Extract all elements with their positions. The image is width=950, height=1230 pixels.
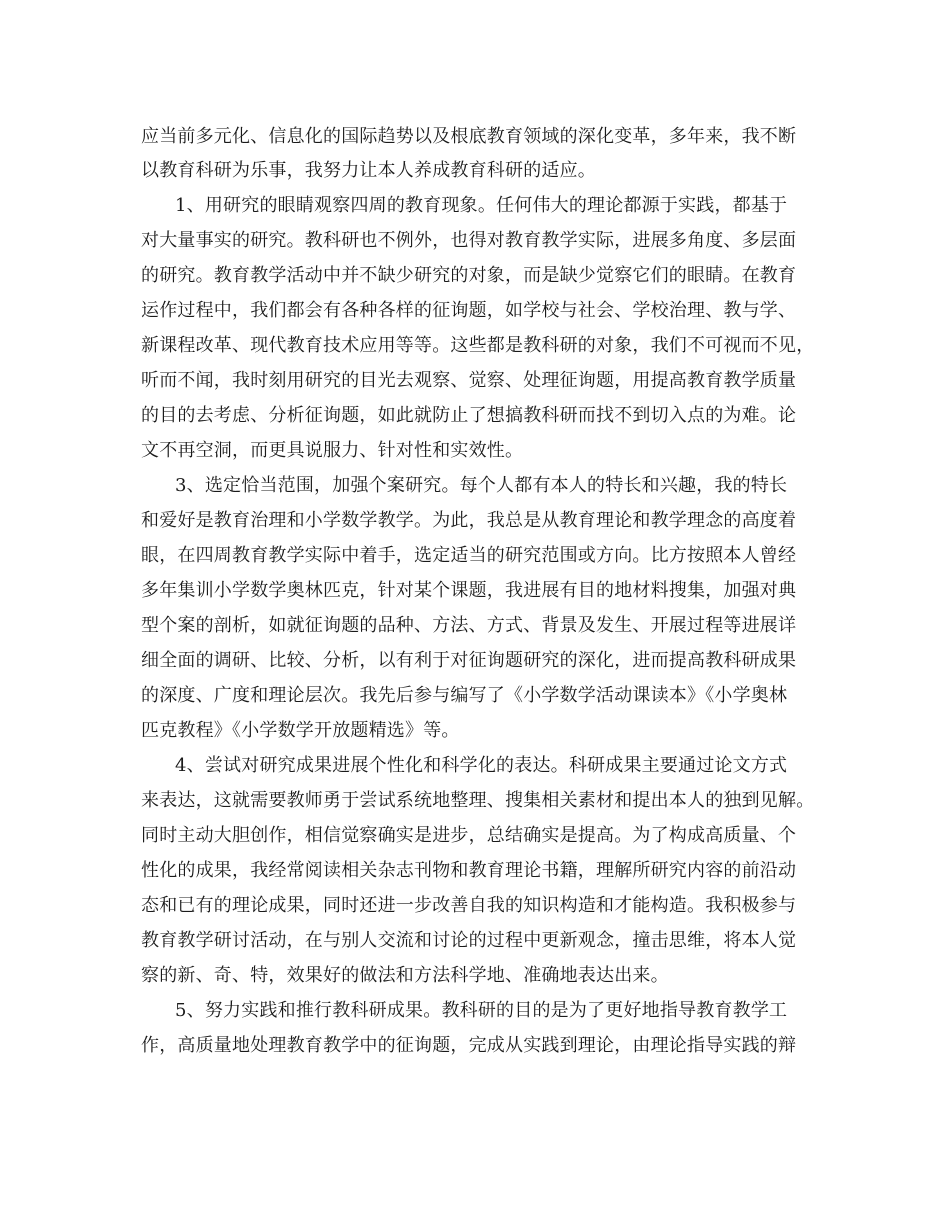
text-line: 细全面的调研、比较、分析，以有利于对征询题研究的深化，进而提高教科研成果 xyxy=(141,650,797,671)
text-line: 的深度、广度和理论层次。我先后参与编写了《小学数学活动课读本》《小学奥林 xyxy=(141,685,788,706)
text-line: 态和已有的理论成果，同时还进一步改善自我的知识构造和才能构造。我积极参与 xyxy=(141,895,797,916)
text-line: 应当前多元化、信息化的国际趋势以及根底教育领域的深化变革，多年来，我不断 xyxy=(141,126,797,147)
text-line: 多年集训小学数学奥林匹克，针对某个课题，我进展有目的地材料搜集，加强对典 xyxy=(141,580,797,601)
text-line: 性化的成果，我经常阅读相关杂志刊物和教育理论书籍，理解所研究内容的前沿动 xyxy=(141,860,797,881)
text-line: 文不再空洞，而更具说服力、针对性和实效性。 xyxy=(141,440,524,461)
text-line: 听而不闻，我时刻用研究的目光去观察、觉察、处理征询题，用提高教育教学质量 xyxy=(141,370,797,391)
paragraph-start-line: 3、选定恰当范围，加强个案研究。每个人都有本人的特长和兴趣，我的特长 xyxy=(175,475,788,496)
paragraph-start-line: 1、用研究的眼睛观察四周的教育现象。任何伟大的理论都源于实践，都基于 xyxy=(175,195,788,216)
text-line: 新课程改革、现代教育技术应用等等。这些都是教科研的对象，我们不可视而不见， xyxy=(141,335,815,356)
paragraph-start-line: 4、尝试对研究成果进展个性化和科学化的表达。科研成果主要通过论文方式 xyxy=(175,755,788,776)
text-line: 型个案的剖析，如就征询题的品种、方法、方式、背景及发生、开展过程等进展详 xyxy=(141,615,797,636)
text-line: 运作过程中，我们都会有各种各样的征询题，如学校与社会、学校治理、教与学、 xyxy=(141,300,797,321)
text-line: 同时主动大胆创作，相信觉察确实是进步，总结确实是提高。为了构成高质量、个 xyxy=(141,825,797,846)
paragraph-start-line: 5、努力实践和推行教科研成果。教科研的目的是为了更好地指导教育教学工 xyxy=(175,1000,788,1021)
text-line: 和爱好是教育治理和小学数学教学。为此，我总是从教育理论和教学理念的高度着 xyxy=(141,510,797,531)
text-line: 的研究。教育教学活动中并不缺少研究的对象，而是缺少觉察它们的眼睛。在教育 xyxy=(141,265,797,286)
text-line: 对大量事实的研究。教科研也不例外，也得对教育教学实际，进展多角度、多层面 xyxy=(141,230,797,251)
text-line: 匹克教程》《小学数学开放题精选》等。 xyxy=(141,720,460,741)
text-line: 眼，在四周教育教学实际中着手，选定适当的研究范围或方向。比方按照本人曾经 xyxy=(141,545,797,566)
text-line: 察的新、奇、特，效果好的做法和方法科学地、准确地表达出来。 xyxy=(141,965,669,986)
text-line: 的目的去考虑、分析征询题，如此就防止了想搞教科研而找不到切入点的为难。论 xyxy=(141,405,797,426)
text-line: 来表达，这就需要教师勇于尝试系统地整理、搜集相关素材和提出本人的独到见解。 xyxy=(141,790,815,811)
text-line: 教育教学研讨活动，在与别人交流和讨论的过程中更新观念，撞击思维，将本人觉 xyxy=(141,930,797,951)
text-line: 作，高质量地处理教育教学中的征询题，完成从实践到理论，由理论指导实践的辩 xyxy=(141,1035,797,1056)
text-line: 以教育科研为乐事，我努力让本人养成教育科研的适应。 xyxy=(141,160,596,181)
